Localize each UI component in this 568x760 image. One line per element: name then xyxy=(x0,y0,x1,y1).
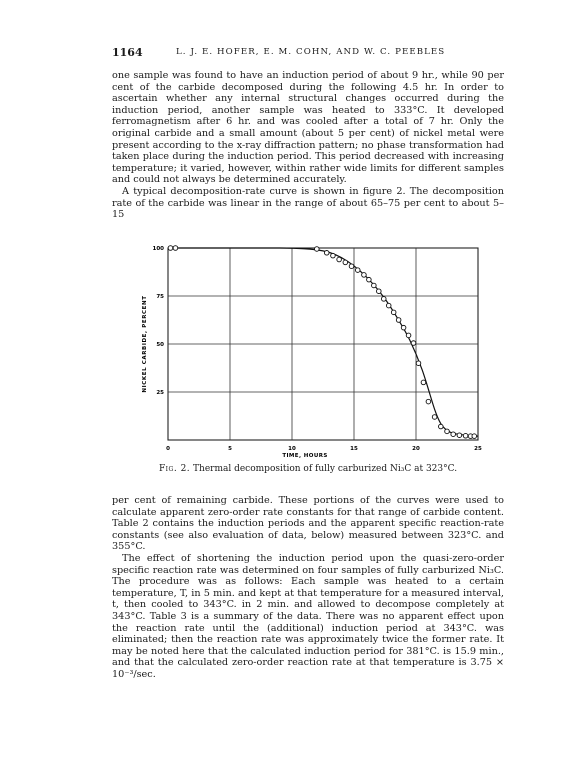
data-point xyxy=(411,341,416,346)
data-point xyxy=(337,257,342,262)
paragraph: A typical decomposition-rate curve is shown in figure 2. The decomposition rate of the carbide was linear in the range of about 65–75 per cent to about 5–15 xyxy=(112,185,504,221)
data-point xyxy=(377,289,382,294)
page-number: 1164 xyxy=(112,46,143,59)
x-tick-label: 10 xyxy=(288,446,296,452)
decomposition-chart xyxy=(112,240,504,462)
data-point xyxy=(396,318,401,323)
data-point xyxy=(439,424,444,429)
running-head: L. J. E. HOFER, E. M. COHN, AND W. C. PEEBLES xyxy=(176,47,446,57)
data-point xyxy=(416,361,421,366)
data-point xyxy=(451,432,456,437)
x-tick-label: 0 xyxy=(166,446,170,452)
data-point xyxy=(386,303,391,308)
paragraph: per cent of remaining carbide. These portions of the curves were used to calculate apparent zero-order rate constants for that range of carbide content. Table 2 contains the induction periods and the apparent specific reaction-rate constants (see also evaluation of data, below) measured between 323°C. and 355°C. xyxy=(112,495,504,553)
paragraph: The effect of shortening the induction period upon the quasi-zero-order specific reaction rate was determined on four samples of fully carburized Ni₃C. The procedure was as follows: Each sample was heated to a certain temperature, T, in 5 min. and kept at that temperature for a measured interval, t, then cooled to 343°C. in 2 min. and allowed to decompose completely at 343°C. Table 3 is a summary of the data. There was no apparent effect upon the reaction rate until the (additional) induction period at 343°C. was eliminated; then the reaction rate was approximately twice the former rate. It may be noted here that the calculated induction period for 381°C. is 15.9 min., and that the calculated zero-order reaction rate at that temperature is 3.75 × 10⁻³/sec. xyxy=(112,552,504,680)
data-point xyxy=(367,277,372,282)
x-axis-label: TIME, HOURS xyxy=(282,453,328,459)
data-point xyxy=(324,251,329,256)
figure-caption xyxy=(112,464,504,474)
decomposition-curve xyxy=(168,248,478,436)
y-tick-label: 75 xyxy=(156,294,164,300)
y-axis-label: NICKEL CARBIDE, PERCENT xyxy=(142,295,148,393)
data-point xyxy=(472,434,477,439)
data-point xyxy=(463,433,468,438)
figure-2 xyxy=(112,240,504,478)
data-point xyxy=(372,283,377,288)
data-point xyxy=(315,247,320,252)
data-point xyxy=(168,246,173,251)
data-point xyxy=(445,429,450,434)
x-tick-label: 5 xyxy=(228,446,232,452)
data-point xyxy=(355,268,360,273)
y-tick-label: 25 xyxy=(156,390,164,396)
figure-caption-text: Thermal decomposition of fully carburized Ni₃C at 323°C. xyxy=(193,464,458,474)
data-point xyxy=(343,260,348,265)
data-point xyxy=(349,264,354,269)
x-tick-label: 25 xyxy=(474,446,482,452)
data-point xyxy=(426,399,431,404)
page-header xyxy=(112,46,504,60)
y-tick-label: 100 xyxy=(152,246,164,252)
data-point xyxy=(391,310,396,315)
data-point xyxy=(362,273,367,278)
data-point xyxy=(457,433,462,438)
data-point xyxy=(173,246,178,251)
x-tick-label: 20 xyxy=(412,446,420,452)
data-point xyxy=(401,325,406,330)
data-point xyxy=(421,380,426,385)
data-point xyxy=(406,333,411,338)
data-point xyxy=(381,297,386,302)
data-point xyxy=(432,415,437,420)
figure-caption-label: Fig. 2. xyxy=(158,464,191,474)
body-text-upper xyxy=(112,70,504,221)
data-point xyxy=(331,253,336,258)
paragraph: one sample was found to have an induction period of about 9 hr., while 90 per cent of the carbide decomposed during the following 4.5 hr. In order to ascertain whether any internal structural changes occurred during the induction period, another sample was heated to 333°C. It developed ferromagnetism after 6 hr. and was cooled after a total of 7 hr. Only the original carbide and a small amount (about 5 per cent) of nickel metal were present according to the x-ray diffraction pattern; no phase transformation had taken place during the induction period. This period decreased with increasing temperature; it varied, however, within rather wide limits for different samples and could not always be determined accurately. xyxy=(112,70,504,186)
x-tick-label: 15 xyxy=(350,446,358,452)
body-text-lower xyxy=(112,495,504,681)
y-tick-label: 50 xyxy=(156,342,164,348)
